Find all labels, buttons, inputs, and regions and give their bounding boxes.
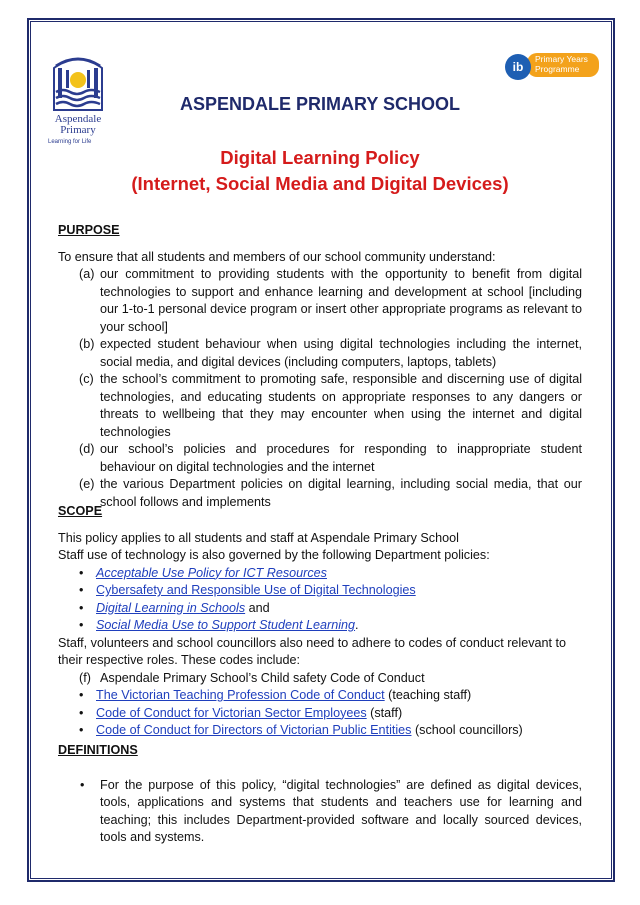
document-title (0, 145, 640, 197)
item-marker: (c) (79, 372, 94, 386)
title-line2: (Internet, Social Media and Digital Devices) (131, 173, 509, 194)
bullet-icon: • (79, 565, 84, 580)
logo-name-line1: Aspendale (54, 113, 102, 125)
purpose-intro: To ensure that all students and members of our school community understand: (58, 249, 496, 264)
bullet-icon: • (79, 600, 84, 615)
bullet-icon: • (79, 688, 84, 702)
list-item (58, 617, 582, 635)
definition-text: For the purpose of this policy, “digital technologies” are defined as digital devices, tools, applications and systems that students and teachers use for learning and teaching; this includes Department-provided software and locally sourced devices, tools and systems. (100, 777, 582, 844)
definitions-heading: DEFINITIONS (58, 743, 138, 757)
bullet-icon: • (79, 705, 84, 720)
link-suffix: . (355, 618, 359, 632)
link-suffix: (teaching staff) (384, 688, 472, 702)
bullet-icon: • (80, 777, 85, 792)
policy-link[interactable]: Acceptable Use Policy for ICT Resources (96, 565, 327, 580)
codes-first-list (58, 670, 582, 688)
list-item (58, 670, 582, 688)
item-text: our school’s policies and procedures for responding to inappropriate student behaviour on digital technologies and the internet (100, 442, 582, 474)
link-suffix: (school councillors) (411, 723, 523, 737)
list-item (58, 687, 582, 705)
item-marker: (f) (79, 670, 91, 685)
item-text: Aspendale Primary School’s Child safety Code of Conduct (100, 670, 425, 685)
list-item (58, 600, 582, 618)
purpose-list (58, 266, 582, 511)
scope-line1: This policy applies to all students and staff at Aspendale Primary School (58, 530, 459, 545)
item-marker: (b) (79, 337, 95, 351)
definitions-list (58, 777, 582, 847)
link-suffix: and (245, 600, 270, 615)
ib-pyp-logo (505, 52, 601, 80)
school-name: ASPENDALE PRIMARY SCHOOL (179, 94, 461, 114)
list-item (58, 722, 582, 740)
code-link[interactable]: The Victorian Teaching Profession Code of Conduct (96, 688, 385, 702)
item-text: expected student behaviour when using digital technologies including the internet, social media, and digital devices (including computers, laptops, tablets) (100, 337, 582, 369)
title-line1: Digital Learning Policy (220, 147, 420, 168)
item-marker: (d) (79, 442, 95, 456)
purpose-item (58, 266, 582, 336)
list-item (58, 565, 582, 583)
logo-tagline: Learning for Life (48, 139, 92, 145)
bullet-icon: • (79, 618, 84, 632)
purpose-item (58, 371, 582, 441)
ib-badge-icon: ib (505, 54, 531, 80)
bullet-icon: • (79, 723, 84, 737)
scope-line2: Staff use of technology is also governed by the following Department policies: (58, 548, 490, 562)
purpose-section (58, 222, 582, 511)
item-text: the school’s commitment to promoting safe, responsible and discerning use of digital technologies, and educating students on appropriate responses to any dangers or threats to wellbeing that they may encounter when using the internet and digital technologies (100, 372, 582, 439)
codes-list (58, 687, 582, 740)
policy-link[interactable]: Cybersafety and Responsible Use of Digital Technologies (96, 583, 416, 597)
list-item (58, 582, 582, 600)
item-marker: (e) (79, 477, 95, 491)
policy-links-list (58, 565, 582, 635)
scope-section (58, 503, 582, 740)
ib-text (535, 54, 588, 74)
policy-link[interactable]: Social Media Use to Support Student Learning (96, 618, 356, 632)
codes-intro: Staff, volunteers and school councillors also need to adhere to codes of conduct relevant to their respective roles. These codes include: (58, 635, 567, 667)
policy-link[interactable]: Digital Learning in Schools (96, 600, 246, 615)
purpose-item (58, 441, 582, 476)
scope-heading: SCOPE (58, 504, 103, 518)
definitions-section (58, 742, 582, 847)
list-item (58, 777, 582, 847)
code-link[interactable]: Code of Conduct for Directors of Victorian Public Entities (96, 723, 412, 737)
ib-line2: Programme (535, 64, 580, 74)
purpose-item (58, 336, 582, 371)
purpose-heading: PURPOSE (58, 223, 120, 237)
list-item (58, 705, 582, 723)
item-marker: (a) (79, 267, 95, 281)
ib-line1: Primary Years (535, 54, 588, 64)
item-text: the various Department policies on digital learning, including social media, that our school follows and implements (100, 477, 582, 509)
item-text: our commitment to providing students with the opportunity to benefit from digital technologies to support and enhance learning and development at school [including our 1-to-1 personal device program or insert other appropriate programs as relevant to your school] (100, 267, 582, 334)
link-suffix: (staff) (366, 705, 403, 720)
bullet-icon: • (79, 583, 84, 597)
code-link[interactable]: Code of Conduct for Victorian Sector Employees (96, 705, 367, 720)
logo-name-line2: Primary (60, 124, 96, 136)
